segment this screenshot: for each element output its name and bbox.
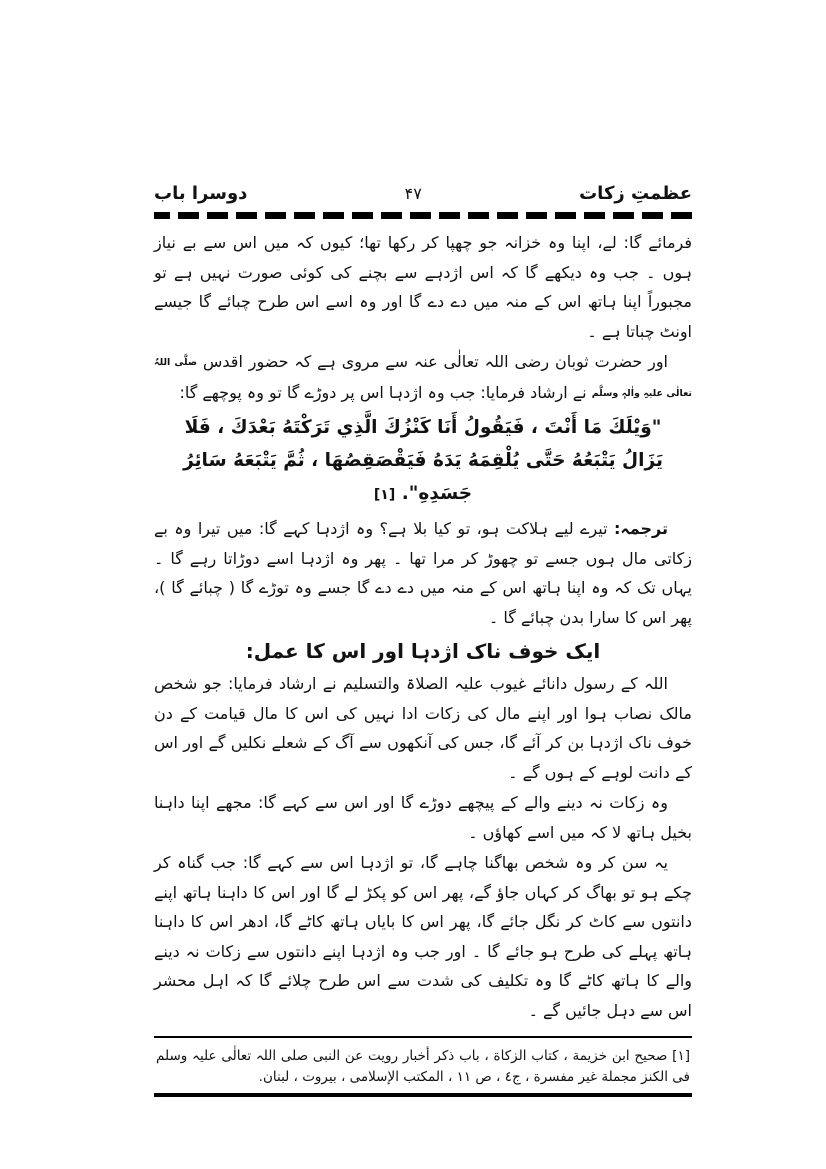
page-content (154, 181, 692, 1097)
paragraph-snake-punishment: یہ سن کر وہ شخص بھاگنا چاہے گا، تو اژدہا اس سے کہے گا: جب گناہ کر چکے ہو تو بھاگ کر کہاں جاؤ گے، پھر اس کو پکڑ لے گا اور اس کا داہنا ہاتھ اپنے دانتوں سے کاٹ کر نگل جائے گا، پھر اس کا بایاں ہاتھ کاٹے گا، ادھر اس کا داہنا ہاتھ پہلے کی طرح ہو جائے گا ۔ اور جب وہ اژدہا اپنے دانتوں سے زکات نہ دینے والے کا ہاتھ کاٹے گا وہ تکلیف کی شدت سے اس طرح چلائے گا کہ اہل محشر اس سے دہل جائیں گے ۔ (154, 853, 692, 1020)
honorific-durood-mark: صلَّی اللہُ تعالٰی علیہِ واٰلہٖ وسلَّم (154, 357, 692, 399)
arabic-hadith-quote (154, 409, 692, 512)
translation-label: ترجمہ: (614, 519, 668, 538)
footnote-citation: [۱] صحیح ابن خزیمة ، کتاب الزکاة ، باب ذکر أخبار رویت عن النبی صلی اللہ تعالٰی علیہ وسلم فی الکنز مجملة غیر مفسرة ، ج٤ ، ص ١١ ، المکتب الإسلامی ، بیروت ، لبنان. (156, 1048, 690, 1085)
header-chapter-title: دوسرا باب (154, 183, 248, 204)
paragraph-narration (154, 347, 692, 408)
narration-text-before: اور حضرت ثوبان رضی اللہ تعالٰی عنہ سے مروی ہے کہ حضور اقدس (197, 352, 668, 371)
paragraph-snake-demand: وہ زکات نہ دینے والے کے پیچھے دوڑے گا اور اس سے کہے گا: مجھے اپنا داہنا بخیل ہاتھ لا کہ میں اسے کھاؤں ۔ (154, 793, 692, 842)
header-book-title: عظمتِ زکات (579, 183, 692, 204)
paragraph-snake-description: اللہ کے رسول دانائے غیوب علیہ الصلاۃ والتسلیم نے ارشاد فرمایا: جو شخص مالک نصاب ہوا اور اپنے مال کی زکات ادا نہیں کی اس کا مال قیامت کے دن خوف ناک اژدہا بن کر آئے گا، جس کی آنکھوں سے آگ کے شعلے نکلیں گے اور اس کے دانت لوہے کے ہوں گے ۔ (154, 674, 692, 782)
section-heading: ایک خوف ناک اژدہا اور اس کا عمل: (245, 639, 601, 663)
narration-text-after: نے ارشاد فرمایا: جب وہ اژدہا اس پر دوڑے گا تو وہ پوچھے گا: (179, 382, 592, 402)
footnote-separator-rule (154, 1036, 692, 1038)
paragraph-translation (154, 514, 692, 632)
page-number: ۴۷ (404, 184, 422, 203)
footnote-bottom-rule (154, 1093, 692, 1097)
header-divider-dashed-rule (154, 212, 692, 219)
footnote-reference-marker: [۱] (373, 487, 396, 503)
paragraph-continuation: فرمائے گا: لے، اپنا وہ خزانہ جو چھپا کر رکھا تھا؛ کیوں کہ میں اس سے بے نیاز ہوں ۔ جب وہ دیکھے گا کہ اس اژدہے سے بچنے کی کوئی صورت نہیں ہے تو مجبوراً اپنا ہاتھ اس کے منہ میں دے دے گا اور وہ اسے اس طرح چبائے گا جیسے اونٹ چباتا ہے ۔ (154, 233, 692, 341)
translation-text: تیرے لیے ہلاکت ہو، تو کیا بلا ہے؟ وہ اژدہا کہے گا: میں تیرا وہ بے زکاتی مال ہوں جسے تو چھوڑ کر مرا تھا ۔ پھر وہ اژدہا اسے دوڑاتا رہے گا ۔ یہاں تک کہ وہ اپنا ہاتھ اس کے منہ میں دے دے گا جسے وہ توڑے گا ( چبائے گا )، پھر اس کا سارا بدن چبائے گا ۔ (154, 519, 692, 627)
arabic-quote-text: "وَيْلَكَ مَا أَنْتَ ، فَيَقُولُ أَنَا كَنْزُكَ الَّذِي تَرَكْتَهُ بَعْدَكَ ، فَلَا يَزَالُ يَتْبَعُهُ حَتَّى يُلْقِمَهُ يَدَهُ فَيَقْصَقِصُهَا ، ثُمَّ يَتْبَعَهُ سَائِرُ جَسَدِهِ". (183, 417, 663, 504)
running-header (154, 181, 692, 207)
